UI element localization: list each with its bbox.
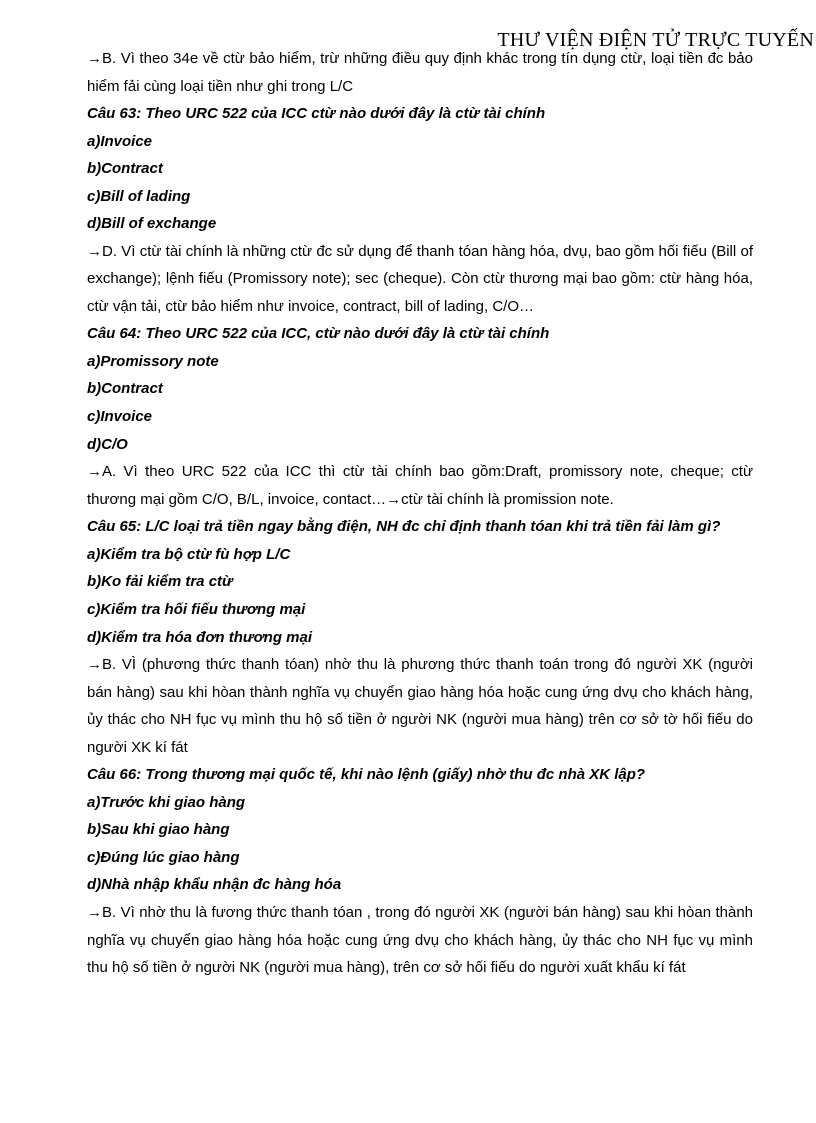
question-66: Câu 66: Trong thương mại quốc tế, khi nào lệnh (giấy) nhờ thu đc nhà XK lập? <box>87 766 646 784</box>
document-body <box>87 45 753 982</box>
option-c: c)Đúng lúc giao hàng <box>87 848 240 866</box>
answer-explanation: →B. Vì nhờ thu là fương thức thanh tóan , trong đó người XK (người bán hàng) sau khi hòan thành nghĩa vụ chuyển giao hàng hóa hoặc cung ứng dvụ cho khách hàng, ủy thác cho NH fục vụ mình thu hộ số tiền ở người NK (người mua hàng), trên cơ sở hối fiếu do người xuất khẩu kí fát <box>87 904 753 976</box>
question-64: Câu 64: Theo URC 522 của ICC, ctừ nào dưới đây là ctừ tài chính <box>87 325 550 343</box>
answer-explanation: →B. Vì theo 34e về ctừ bảo hiểm, trừ những điều quy định khác trong tín dụng ctừ, loại tiền đc bảo hiểm fải cùng loại tiền như ghi trong L/C <box>87 50 753 95</box>
question-65: Câu 65: L/C loại trả tiền ngay bằng điện, NH đc chỉ định thanh tóan khi trả tiền fải làm gì? <box>87 518 721 536</box>
option-b: b)Contract <box>87 380 163 398</box>
option-b: b)Ko fải kiểm tra ctừ <box>87 573 233 591</box>
option-d: d)Kiểm tra hóa đơn thương mại <box>87 628 313 646</box>
option-d: d)Nhà nhập khẩu nhận đc hàng hóa <box>87 876 342 894</box>
option-a: a)Trước khi giao hàng <box>87 793 246 811</box>
option-b: b)Contract <box>87 160 163 178</box>
option-a: a)Kiểm tra bộ ctừ fù hợp L/C <box>87 545 291 563</box>
question-63: Câu 63: Theo URC 522 của ICC ctừ nào dưới đây là ctừ tài chính <box>87 105 546 122</box>
answer-explanation: →B. VÌ (phương thức thanh tóan) nhờ thu là phương thức thanh toán trong đó người XK (người bán hàng) sau khi hòan thành nghĩa vụ chuyển giao hàng hóa hoặc cung ứng dvụ cho khách hàng, ủy thác cho NH fục vụ mình thu hộ số tiền ở người NK (người mua hàng) trên cơ sở tờ hối fiếu do người XK kí fát <box>87 656 753 756</box>
option-c: c)Kiểm tra hối fiếu thương mại <box>87 600 306 618</box>
option-d: d)C/O <box>87 435 128 453</box>
option-c: c)Invoice <box>87 408 153 426</box>
option-b: b)Sau khi giao hàng <box>87 821 230 839</box>
answer-explanation: →A. Vì theo URC 522 của ICC thì ctừ tài chính bao gồm:Draft, promissory note, cheque; ctừ thương mại gồm C/O, B/L, invoice, contact…→ctừ tài chính là promission note. <box>87 463 753 508</box>
option-a: a)Promissory note <box>87 352 219 370</box>
header-watermark: THƯ VIỆN ĐIỆN TỬ TRỰC TUYẾN <box>497 29 814 51</box>
option-c: c)Bill of lading <box>87 187 191 205</box>
option-d: d)Bill of exchange <box>87 215 217 233</box>
answer-explanation: →D. Vì ctừ tài chính là những ctừ đc sử dụng để thanh tóan hàng hóa, dvụ, bao gồm hối fiếu (Bill of exchange); lệnh fiếu (Promissory note); sec (cheque). Còn ctừ thương mại bao gồm: ctừ hàng hóa, ctừ vận tải, ctừ bảo hiểm như invoice, contract, bill of lading, C/O… <box>87 242 753 315</box>
option-a: a)Invoice <box>87 132 153 150</box>
